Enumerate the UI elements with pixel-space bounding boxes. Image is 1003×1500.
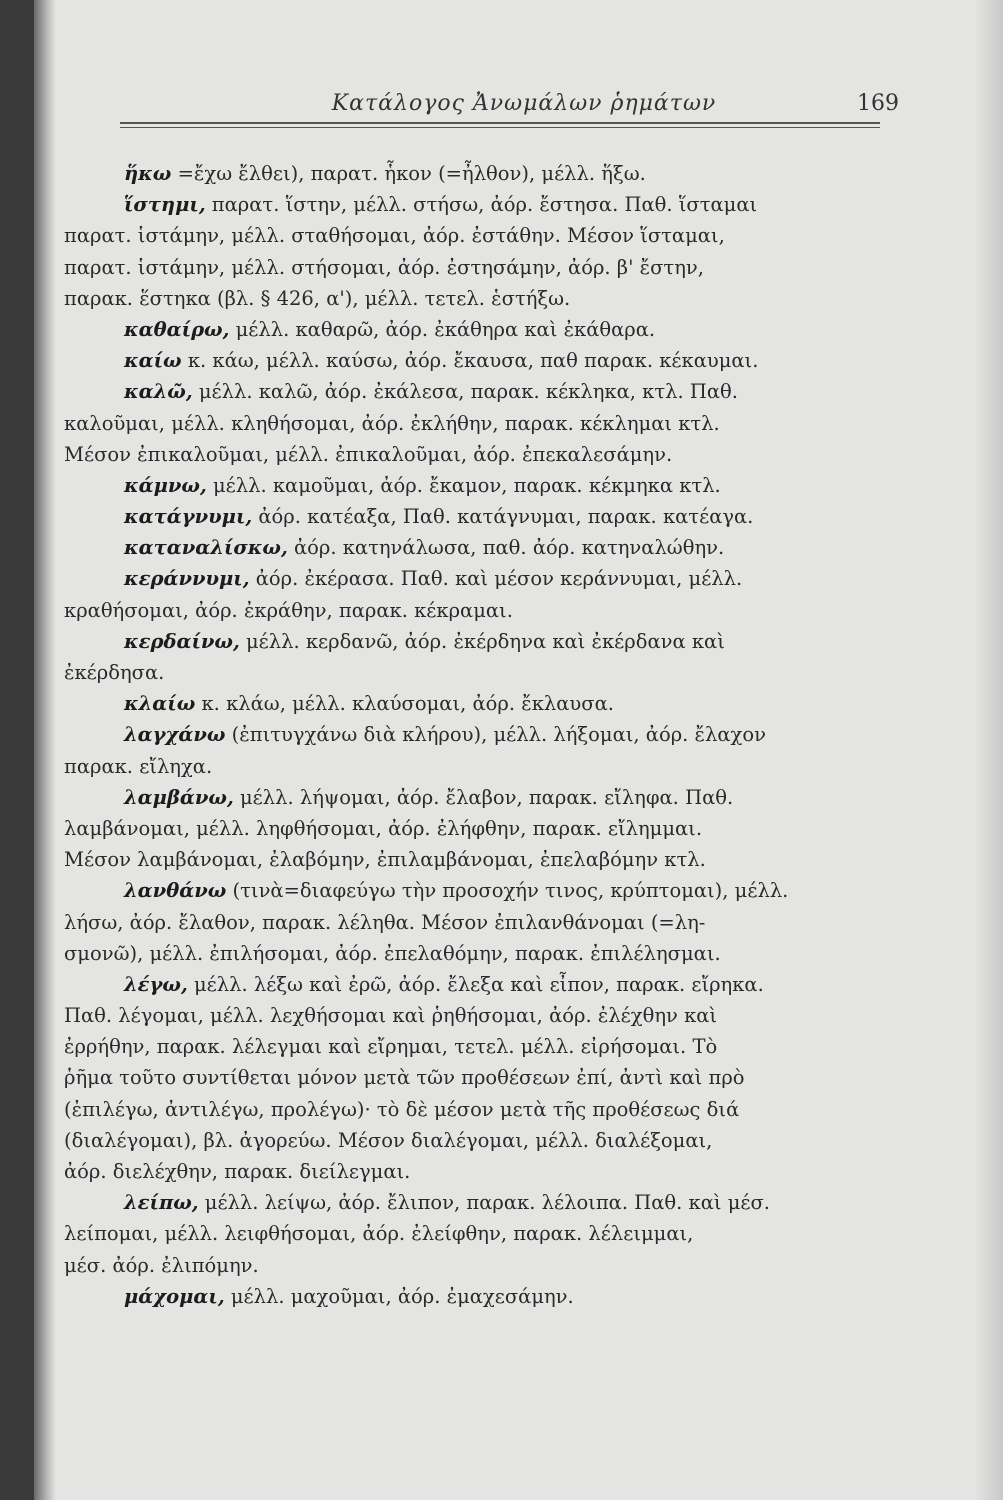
text-line xyxy=(64,688,924,719)
text-line xyxy=(64,844,924,875)
line-text: καλοῦμαι, μέλλ. κληθήσομαι, ἀόρ. ἐκλήθην, παρακ. κέκλημαι κτλ. xyxy=(64,411,720,435)
text-line xyxy=(64,283,924,314)
line-text: ἀόρ. διελέχθην, παρακ. διείλεγμαι. xyxy=(64,1160,411,1183)
text-line xyxy=(64,532,924,563)
verb-headword: λέγω, xyxy=(124,972,188,996)
text-line xyxy=(64,1031,924,1062)
verb-headword: λαμβάνω, xyxy=(124,785,234,809)
line-text: ἐκέρδησα. xyxy=(64,661,165,684)
verb-headword: κλαίω xyxy=(124,692,196,716)
line-text: ἀόρ. κατέαξα, Παθ. κατάγνυμαι, παρακ. κατέαγα. xyxy=(252,505,754,529)
verb-headword: κατάγνυμι, xyxy=(124,505,253,529)
text-line xyxy=(64,1094,924,1125)
line-text: ῥῆμα τοῦτο συντίθεται μόνον μετὰ τῶν προθέσεων ἐπί, ἀντὶ καὶ πρὸ xyxy=(64,1066,745,1090)
text-line xyxy=(64,595,924,626)
line-text: ἐρρήθην, παρακ. λέλεγμαι καὶ εἴρημαι, τετελ. μέλλ. εἰρήσομαι. Τὸ xyxy=(64,1035,718,1059)
header-rule-thin xyxy=(120,127,880,128)
header-rule xyxy=(120,122,880,124)
text-line xyxy=(64,938,924,969)
text-line xyxy=(64,376,924,407)
line-text: σμονῶ), μέλλ. ἐπιλήσομαι, ἀόρ. ἐπελαθόμην, παρακ. ἐπιλέλησμαι. xyxy=(64,941,721,965)
verb-headword: κεράννυμι, xyxy=(124,567,250,591)
text-line xyxy=(64,1156,924,1187)
page-number: 169 xyxy=(857,91,899,116)
header-title: Κατάλογος Ἀνωμάλων ῥημάτων xyxy=(331,91,717,116)
line-text: (διαλέγομαι), βλ. ἀγορεύω. Μέσον διαλέγομαι, μέλλ. διαλέξομαι, xyxy=(64,1128,713,1152)
text-line xyxy=(64,1125,924,1156)
text-line xyxy=(64,1218,924,1249)
text-line xyxy=(64,1000,924,1031)
verb-headword: λαγχάνω xyxy=(124,723,226,747)
book-page xyxy=(34,0,1003,1500)
text-line xyxy=(64,1250,924,1281)
text-line xyxy=(64,501,924,532)
line-text: κ. κάω, μέλλ. καύσω, ἀόρ. ἔκαυσα, παθ παρακ. κέκαυμαι. xyxy=(181,349,759,373)
line-text: παρακ. ἕστηκα (βλ. § 426, α'), μέλλ. τετελ. ἑστήξω. xyxy=(64,286,571,310)
verb-headword: μάχομαι, xyxy=(124,1284,225,1308)
text-line xyxy=(64,158,924,189)
text-line xyxy=(64,252,924,283)
text-line xyxy=(64,1062,924,1093)
line-text: μέσ. ἀόρ. ἐλιπόμην. xyxy=(64,1253,259,1277)
running-header xyxy=(114,85,934,125)
line-text: =ἔχω ἔλθει), παρατ. ἧκον (=ἦλθον), μέλλ. ἥξω. xyxy=(171,162,646,185)
text-line xyxy=(64,345,924,376)
text-line xyxy=(64,1187,924,1218)
verb-headword: λείπω, xyxy=(124,1191,199,1215)
line-text: μέλλ. καλῶ, ἀόρ. ἐκάλεσα, παρακ. κέκληκα, κτλ. Παθ. xyxy=(192,380,738,404)
line-text: μέλλ. μαχοῦμαι, ἀόρ. ἐμαχεσάμην. xyxy=(224,1284,574,1308)
text-line xyxy=(64,408,924,439)
line-text: (ἐπιτυγχάνω διὰ κλήρου), μέλλ. λήξομαι, ἀόρ. ἔλαχον xyxy=(225,723,766,747)
line-text: ἀόρ. κατηνάλωσα, παθ. ἀόρ. κατηναλώθην. xyxy=(287,536,725,560)
line-text: (τινὰ=διαφεύγω τὴν προσοχήν τινος, κρύπτομαι), μέλλ. xyxy=(226,879,789,903)
text-line xyxy=(64,626,924,657)
verb-headword: καταναλίσκω, xyxy=(124,536,288,560)
verb-headword: κερδαίνω, xyxy=(124,629,240,653)
line-text: μέλλ. λήψομαι, ἀόρ. ἔλαβον, παρακ. εἴληφα. Παθ. xyxy=(233,785,734,809)
line-text: μέλλ. λείψω, ἀόρ. ἔλιπον, παρακ. λέλοιπα. Παθ. καὶ μέσ. xyxy=(198,1191,771,1215)
verb-headword: ἥκω xyxy=(124,162,172,185)
text-body xyxy=(64,158,924,1312)
verb-headword: καθαίρω, xyxy=(124,317,230,341)
line-text: Μέσον λαμβάνομαι, ἐλαβόμην, ἐπιλαμβάνομαι, ἐπελαβόμην κτλ. xyxy=(64,848,706,872)
line-text: λήσω, ἀόρ. ἔλαθον, παρακ. λέληθα. Μέσον ἐπιλανθάνομαι (=λη- xyxy=(64,910,706,934)
verb-headword: καλῶ, xyxy=(124,380,193,404)
line-text: παρατ. ἱστάμην, μέλλ. στήσομαι, ἀόρ. ἐστησάμην, ἀόρ. β' ἔστην, xyxy=(64,255,704,279)
text-line xyxy=(64,314,924,345)
verb-headword: καίω xyxy=(124,349,182,373)
line-text: παρατ. ἱστάμην, μέλλ. σταθήσομαι, ἀόρ. ἐστάθην. Μέσον ἵσταμαι, xyxy=(64,224,725,248)
text-line xyxy=(64,813,924,844)
text-line xyxy=(64,220,924,251)
text-line xyxy=(64,470,924,501)
verb-headword: ἵστημι, xyxy=(124,193,206,217)
line-text: κραθήσομαι, ἀόρ. ἐκράθην, παρακ. κέκραμαι. xyxy=(64,598,513,622)
line-text: Μέσον ἐπικαλοῦμαι, μέλλ. ἐπικαλοῦμαι, ἀόρ. ἐπεκαλεσάμην. xyxy=(64,442,673,466)
text-line xyxy=(64,657,924,688)
line-text: λαμβάνομαι, μέλλ. ληφθήσομαι, ἀόρ. ἐλήφθην, παρακ. εἴλημμαι. xyxy=(64,816,703,840)
line-text: μέλλ. καμοῦμαι, ἀόρ. ἔκαμον, παρακ. κέκμηκα κτλ. xyxy=(206,473,721,497)
text-line xyxy=(64,907,924,938)
text-line xyxy=(64,563,924,594)
text-line xyxy=(64,782,924,813)
text-line xyxy=(64,875,924,906)
verb-headword: κάμνω, xyxy=(124,473,207,497)
text-line xyxy=(64,719,924,750)
text-line xyxy=(64,439,924,470)
line-text: (ἐπιλέγω, ἀντιλέγω, προλέγω)· τὸ δὲ μέσον μετὰ τῆς προθέσεως διά xyxy=(64,1097,740,1121)
line-text: Παθ. λέγομαι, μέλλ. λεχθήσομαι καὶ ῥηθήσομαι, ἀόρ. ἐλέχθην καὶ xyxy=(64,1004,718,1028)
line-text: μέλλ. λέξω καὶ ἐρῶ, ἀόρ. ἔλεξα καὶ εἶπον, παρακ. εἴρηκα. xyxy=(187,972,764,996)
line-text: ἀόρ. ἐκέρασα. Παθ. καὶ μέσον κεράννυμαι, μέλλ. xyxy=(249,567,743,591)
line-text: παρατ. ἵστην, μέλλ. στήσω, ἀόρ. ἔστησα. Παθ. ἵσταμαι xyxy=(205,193,758,217)
line-text: λείπομαι, μέλλ. λειφθήσομαι, ἀόρ. ἐλείφθην, παρακ. λέλειμμαι, xyxy=(64,1222,694,1246)
text-line xyxy=(64,751,924,782)
line-text: μέλλ. κερδανῶ, ἀόρ. ἐκέρδηνα καὶ ἐκέρδανα καὶ xyxy=(239,629,725,653)
verb-headword: λανθάνω xyxy=(124,879,227,903)
line-text: κ. κλάω, μέλλ. κλαύσομαι, ἀόρ. ἔκλαυσα. xyxy=(195,692,614,716)
line-text: μέλλ. καθαρῶ, ἀόρ. ἐκάθηρα καὶ ἐκάθαρα. xyxy=(229,317,656,341)
line-text: παρακ. εἴληχα. xyxy=(64,754,213,778)
page-shadow xyxy=(975,0,1003,1500)
text-line xyxy=(64,189,924,220)
text-line xyxy=(64,1281,924,1312)
page-binding-edge xyxy=(34,0,56,1500)
text-line xyxy=(64,969,924,1000)
